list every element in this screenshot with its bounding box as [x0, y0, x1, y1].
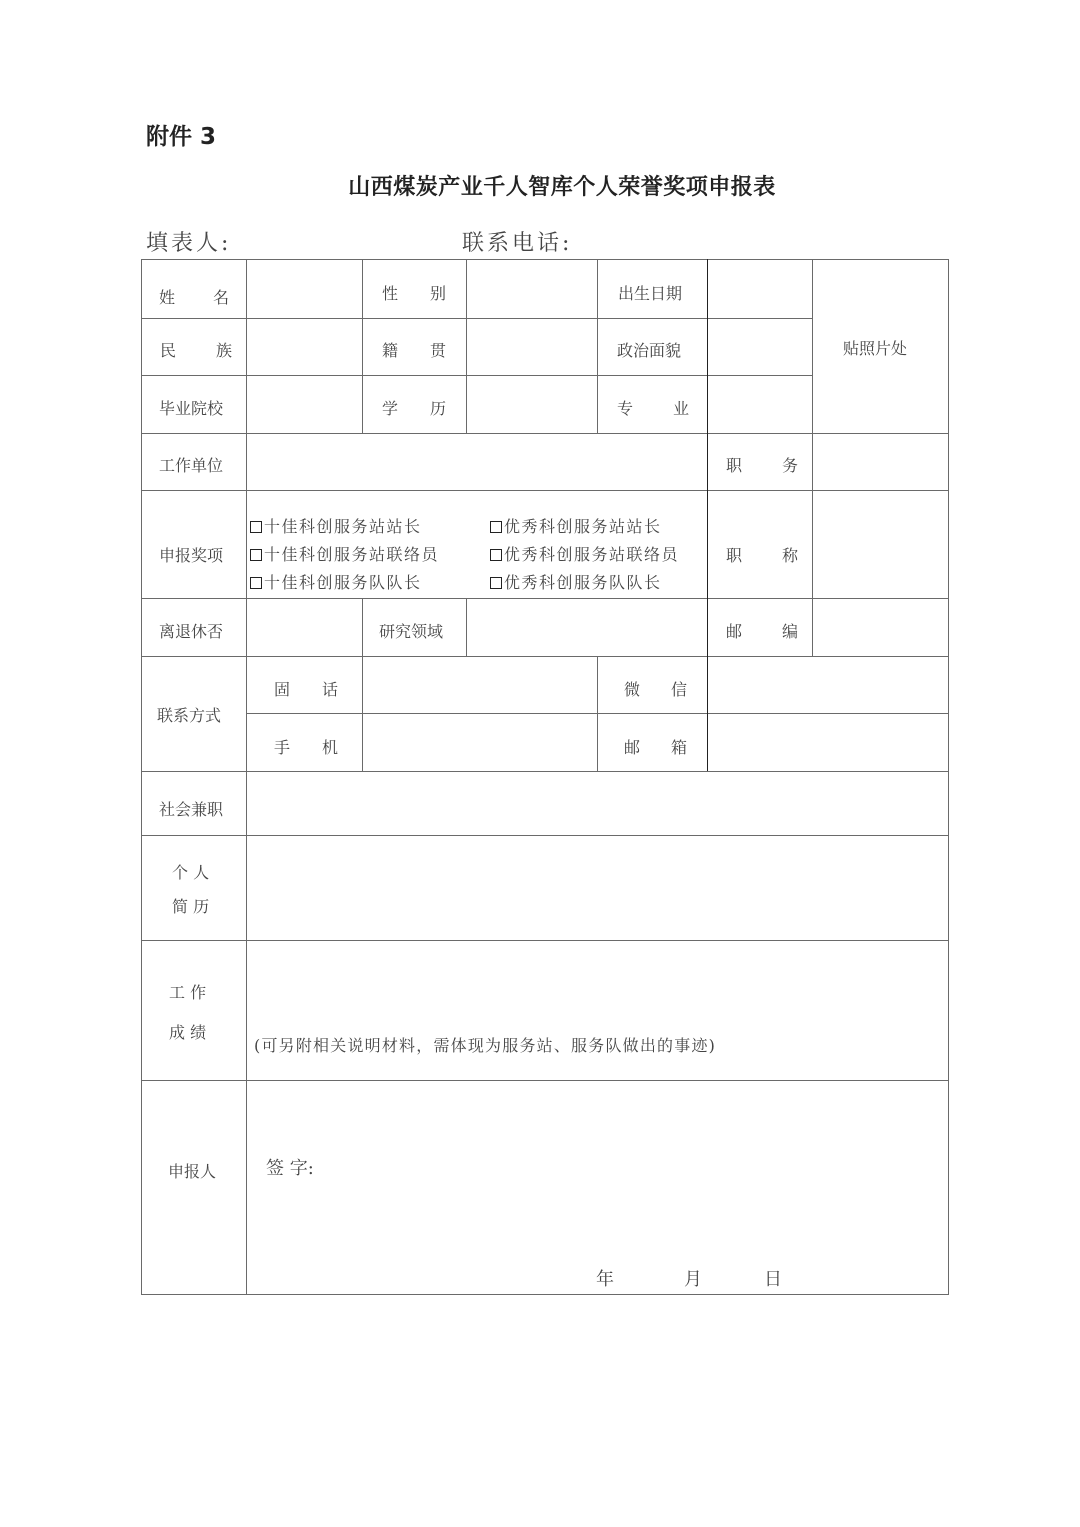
checkbox-icon[interactable]	[250, 577, 262, 589]
school-input[interactable]	[247, 376, 361, 432]
label-char: 职	[726, 546, 743, 565]
label-char: 邮	[624, 738, 641, 757]
checkbox-icon[interactable]	[490, 521, 502, 533]
label-char: 族	[215, 341, 232, 360]
label-email	[624, 740, 687, 756]
label-char: 籍	[382, 341, 399, 360]
table-border-left	[141, 259, 142, 1294]
row-divider	[141, 1080, 949, 1081]
postcode-input[interactable]	[813, 599, 947, 655]
label-applicant: 申报人	[168, 1162, 217, 1181]
checkbox-icon[interactable]	[490, 577, 502, 589]
label-char: 箱	[670, 738, 687, 757]
col-divider	[362, 259, 363, 433]
email-input[interactable]	[708, 714, 947, 770]
label-retired: 离退休否	[159, 622, 224, 641]
label-contact: 联系方式	[157, 706, 222, 725]
label-char: 微	[624, 680, 641, 699]
award-option[interactable]	[250, 575, 422, 591]
attachment-label: 附件 3	[146, 124, 217, 150]
native-place-input[interactable]	[467, 319, 596, 374]
label-char: 历	[429, 399, 446, 418]
label-employer: 工作单位	[159, 456, 224, 475]
political-status-input[interactable]	[708, 319, 811, 374]
label-char: 手	[274, 738, 291, 757]
wechat-input[interactable]	[708, 657, 947, 712]
option-label: 十佳科创服务站联络员	[264, 545, 440, 564]
label-resume-line1: 个 人	[172, 863, 210, 882]
label-postcode	[726, 624, 798, 640]
table-border-right	[948, 259, 949, 1294]
label-char: 民	[160, 341, 177, 360]
label-award: 申报奖项	[159, 546, 224, 565]
option-label: 十佳科创服务队队长	[264, 573, 422, 592]
phone-label: 联系电话:	[462, 231, 573, 256]
label-char: 称	[781, 546, 798, 565]
table-border-bottom	[141, 1294, 949, 1295]
label-political-status: 政治面貌	[617, 341, 682, 360]
label-char: 业	[672, 399, 689, 418]
photo-placeholder: 贴照片处	[843, 339, 908, 358]
landline-input[interactable]	[363, 657, 596, 712]
achievements-note: (可另附相关说明材料，需体现为服务站、服务队做出的事迹)	[254, 1036, 717, 1055]
label-char: 固	[274, 680, 291, 699]
label-wechat	[624, 682, 687, 698]
option-label: 优秀科创服务站站长	[504, 517, 662, 536]
employer-input[interactable]	[247, 434, 706, 489]
label-char: 邮	[726, 622, 743, 641]
label-ethnicity	[160, 343, 232, 359]
label-birth-date: 出生日期	[618, 284, 683, 303]
label-char: 贯	[429, 341, 446, 360]
label-school: 毕业院校	[159, 399, 224, 418]
label-resume-line2: 简 历	[172, 897, 210, 916]
label-social-roles: 社会兼职	[159, 800, 224, 819]
label-major	[617, 401, 689, 417]
label-title-rank	[726, 548, 798, 564]
photo-area[interactable]	[813, 260, 947, 432]
date-year-label: 年	[596, 1269, 614, 1290]
mobile-input[interactable]	[363, 714, 596, 770]
label-education	[382, 401, 446, 417]
gender-input[interactable]	[467, 260, 596, 317]
name-input[interactable]	[247, 260, 361, 317]
birth-date-input[interactable]	[708, 260, 811, 317]
label-char: 姓	[159, 288, 176, 307]
label-achievements-line2: 成 绩	[169, 1023, 207, 1042]
signature-input[interactable]	[330, 1140, 930, 1200]
col-divider	[597, 656, 598, 771]
label-char: 别	[429, 284, 446, 303]
title-rank-input[interactable]	[813, 491, 947, 597]
option-label: 优秀科创服务站联络员	[504, 545, 680, 564]
option-label: 优秀科创服务队队长	[504, 573, 662, 592]
retired-input[interactable]	[247, 599, 361, 655]
col-divider	[597, 259, 598, 433]
label-char: 性	[382, 284, 399, 303]
label-char: 机	[321, 738, 338, 757]
label-landline	[274, 682, 338, 698]
date-day-label: 日	[764, 1269, 782, 1290]
label-char: 学	[382, 399, 399, 418]
award-option[interactable]	[490, 519, 662, 535]
social-roles-input[interactable]	[247, 772, 947, 834]
label-char: 信	[670, 680, 687, 699]
option-label: 十佳科创服务站站长	[264, 517, 422, 536]
education-input[interactable]	[467, 376, 596, 432]
major-input[interactable]	[708, 376, 811, 432]
checkbox-icon[interactable]	[250, 549, 262, 561]
label-char: 专	[617, 399, 634, 418]
checkbox-icon[interactable]	[490, 549, 502, 561]
checkbox-icon[interactable]	[250, 521, 262, 533]
page-title: 山西煤炭产业千人智库个人荣誉奖项申报表	[348, 175, 776, 200]
award-option[interactable]	[490, 575, 662, 591]
label-char: 话	[321, 680, 338, 699]
label-name	[159, 290, 229, 306]
research-field-input[interactable]	[467, 599, 706, 655]
ethnicity-input[interactable]	[247, 319, 361, 374]
label-mobile	[274, 740, 338, 756]
label-position	[726, 458, 798, 474]
position-input[interactable]	[813, 434, 947, 489]
label-char: 务	[781, 456, 798, 475]
award-option[interactable]	[490, 547, 679, 563]
resume-input[interactable]	[247, 836, 947, 939]
label-char: 职	[726, 456, 743, 475]
award-option[interactable]	[250, 547, 439, 563]
label-native-place	[382, 343, 446, 359]
date-month-label: 月	[684, 1269, 702, 1290]
label-research-field: 研究领域	[379, 622, 444, 641]
label-char: 名	[212, 288, 229, 307]
label-achievements-line1: 工 作	[169, 983, 207, 1002]
achievements-input[interactable]	[247, 941, 947, 1033]
award-option[interactable]	[250, 519, 422, 535]
label-char: 编	[781, 622, 798, 641]
label-gender	[382, 286, 446, 302]
signature-label: 签 字:	[266, 1158, 314, 1179]
col-divider	[362, 598, 363, 656]
filler-label: 填表人:	[146, 231, 232, 256]
